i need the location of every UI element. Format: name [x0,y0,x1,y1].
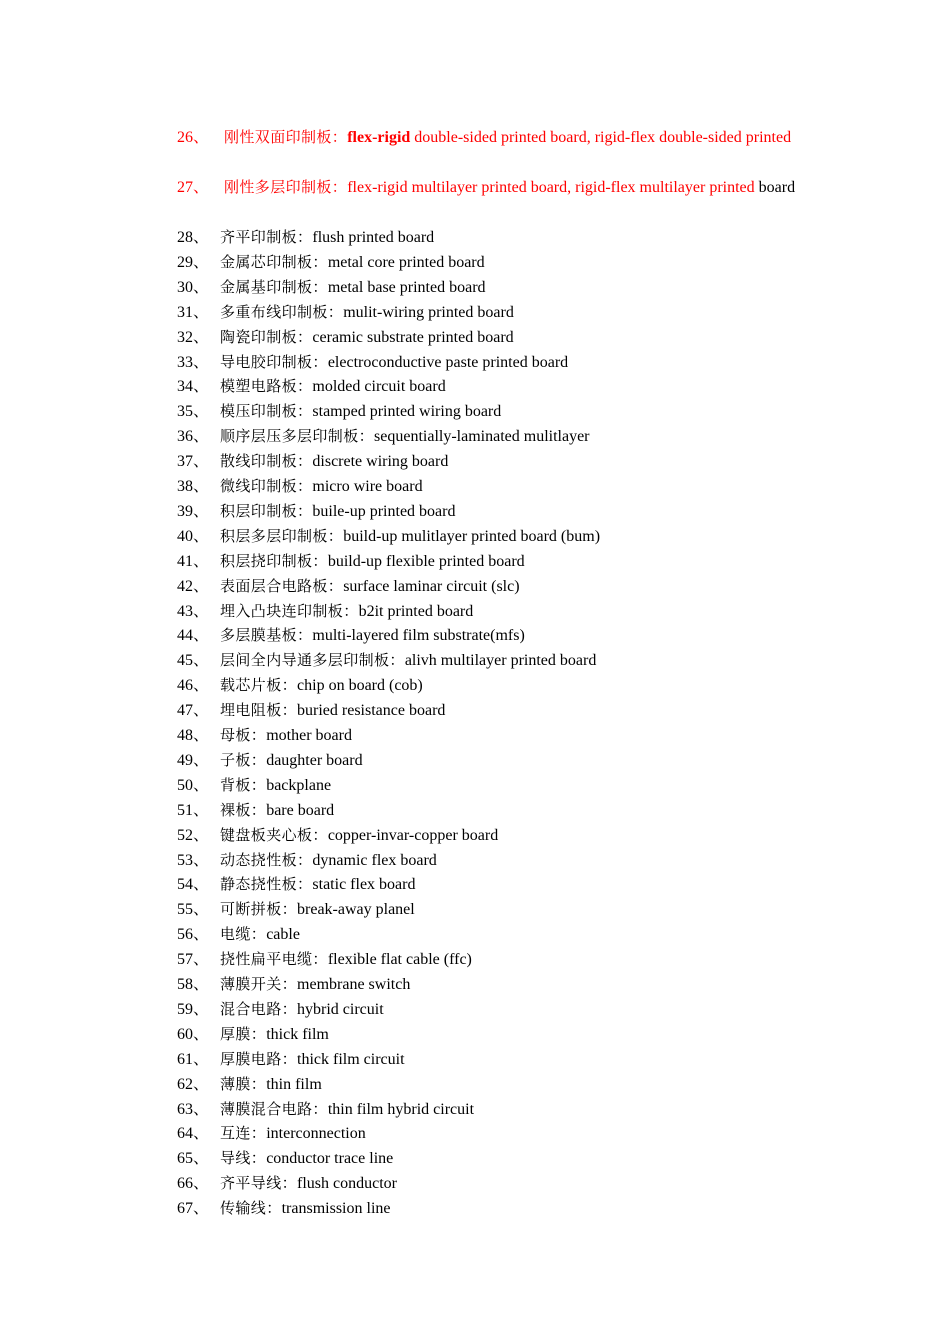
entry-english-term: static flex board [312,876,416,894]
list-item [177,300,514,325]
entry-english-term: dynamic flex board [312,851,437,869]
entry-chinese-term: 积层印制板： [220,501,313,520]
entry-number: 46、 [177,677,210,695]
list-item [177,922,300,947]
entry-number: 61、 [177,1050,210,1068]
list-item [177,723,352,748]
entry-chinese-term: 埋电阻板： [220,701,298,720]
entry-chinese-term: 薄膜混合电路： [220,1099,328,1118]
entry-english-term: cable [266,926,300,944]
entry-english-term: stamped printed wiring board [312,403,502,421]
entry-english-term: buile-up printed board [312,502,456,520]
entry-chinese-term: 薄膜： [220,1074,267,1093]
entry-chinese-term: 散线印制板： [220,452,313,471]
entry-english-tail: board [754,179,796,196]
entry-chinese-term: 传输线： [220,1199,282,1218]
entry-chinese-term: 积层多层印制板： [220,526,344,545]
entry-number: 54、 [177,876,210,894]
entry-english-term: surface laminar circuit (slc) [343,577,520,595]
entry-english-term: multi-layered film substrate(mfs) [312,627,525,645]
entry-chinese-term: 厚膜： [220,1024,267,1043]
list-item [177,698,445,723]
list-item [177,1072,322,1097]
entry-chinese-term: 动态挠性板： [220,850,313,869]
list-item [177,350,568,375]
entry-number: 41、 [177,552,210,570]
entry-number: 28、 [177,229,210,246]
list-item [177,848,437,873]
entry-number: 29、 [177,253,210,271]
entry-number: 27、 [177,179,210,196]
entry-number: 63、 [177,1100,210,1118]
entry-chinese-term: 微线印制板： [220,477,313,495]
entry-chinese-term: 背板： [220,775,267,794]
entry-number: 45、 [177,652,210,670]
entry-number: 66、 [177,1175,210,1193]
entry-number: 34、 [177,378,210,396]
entry-english-term: ceramic substrate printed board [312,328,514,346]
entry-number: 38、 [177,478,210,495]
entry-number: 33、 [177,353,210,371]
entry-chinese-term: 可断拼板： [220,900,298,919]
list-item [177,623,525,648]
entry-chinese-term: 电缆： [220,925,267,944]
list-item [177,325,514,350]
list-item [177,599,473,624]
entry-chinese-term: 层间全内导通多层印制板： [220,651,405,670]
list-item [177,897,415,922]
entry-number: 48、 [177,727,210,744]
entry-english-term: double-sided printed board, rigid-flex double-sided printed [410,129,792,146]
list-item [177,574,520,599]
entry-chinese-term: 齐平印制板： [220,228,313,246]
entry-number: 43、 [177,602,210,620]
entry-number: 30、 [177,278,210,296]
list-item [177,549,525,574]
entry-english-term: chip on board (cob) [297,677,423,695]
list-item [177,823,498,848]
entry-chinese-term: 子板： [220,750,267,769]
entry-number: 40、 [177,527,210,545]
list-item [177,499,455,524]
list-item [177,424,590,449]
entry-english-term: copper-invar-copper board [327,826,499,844]
entry-number: 50、 [177,776,210,794]
entry-chinese-term: 陶瓷印制板： [220,327,313,346]
entry-english-term: build-up flexible printed board [327,552,525,570]
entry-english-term: interconnection [266,1125,366,1143]
entry-english-term: b2it printed board [358,602,474,620]
entry-chinese-term: 模压印制板： [220,402,313,421]
entry-number: 51、 [177,801,210,819]
entry-english-term: thick film circuit [297,1050,405,1068]
entry-26 [143,125,806,150]
entry-number: 58、 [177,976,210,993]
list-item [177,798,334,823]
list-item [177,1146,393,1171]
entry-number: 67、 [177,1200,210,1218]
entry-english-term: flush conductor [297,1175,397,1193]
list-item [177,673,423,698]
entry-english-term: thick film [266,1025,329,1043]
entry-chinese-term: 薄膜开关： [220,975,298,993]
entry-chinese-term: 挠性扁平电缆： [220,950,328,969]
entry-chinese-term: 刚性双面印制板： [224,128,348,146]
entry-english-term: buried resistance board [297,702,446,720]
entry-english-term: flush printed board [312,229,435,246]
entry-english-term: discrete wiring board [312,453,449,471]
entry-number: 36、 [177,428,210,446]
entry-chinese-term: 裸板： [220,800,267,819]
entry-number: 49、 [177,751,210,769]
list-item [177,250,485,275]
entry-number: 44、 [177,627,210,645]
entry-english-term: break-away planel [297,901,415,919]
list-item [177,474,423,499]
entry-english-term: backplane [266,776,332,794]
entry-number: 62、 [177,1075,210,1093]
list-item [177,524,600,549]
entry-number: 59、 [177,1000,210,1018]
list-item [177,972,410,997]
list-item [177,648,596,673]
entry-chinese-term: 混合电路： [220,999,298,1018]
entry-chinese-term: 导线： [220,1149,267,1168]
entry-english-term: mulit-wiring printed board [343,303,514,321]
entry-english-term: flex-rigid multilayer printed board, rigid-flex multilayer printed [347,179,755,196]
entry-english-term: transmission line [281,1200,391,1218]
entry-number: 32、 [177,328,210,346]
entry-english-term: mother board [266,727,352,744]
entry-chinese-term: 键盘板夹心板： [220,825,328,844]
entry-english-term: hybrid circuit [297,1000,384,1018]
entry-english-term: metal base printed board [327,278,486,296]
list-item [177,449,448,474]
entry-english-term: micro wire board [312,478,423,495]
list-item [177,997,384,1022]
list-item [177,872,415,897]
entry-english-term: electroconductive paste printed board [327,353,569,371]
entry-english-term: conductor trace line [266,1150,394,1168]
entry-english-term: thin film [266,1075,322,1093]
entry-number: 55、 [177,901,210,919]
entry-number: 57、 [177,951,210,969]
entry-english-term: bare board [266,801,335,819]
entry-number: 47、 [177,702,210,720]
entry-english-term: sequentially-laminated mulitlayer [374,428,590,446]
entry-chinese-term: 积层挠印制板： [220,551,328,570]
list-item [177,399,501,424]
entry-chinese-term: 母板： [220,726,267,744]
entry-english-term: alivh multilayer printed board [404,652,597,670]
entry-number: 37、 [177,453,210,471]
entry-chinese-term: 导电胶印制板： [220,352,328,371]
list-item [177,1022,329,1047]
list-item [177,1047,405,1072]
entry-number: 39、 [177,502,210,520]
list-item [177,275,486,300]
entry-number: 52、 [177,826,210,844]
entry-english-bold: flex-rigid [347,129,411,146]
entry-chinese-term: 齐平导线： [220,1174,298,1193]
entry-chinese-term: 互连： [220,1124,267,1143]
entry-number: 53、 [177,851,210,869]
entry-number: 35、 [177,403,210,421]
entry-english-term: build-up mulitlayer printed board (bum) [343,527,601,545]
entry-27 [143,175,806,200]
entry-chinese-term: 金属芯印制板： [220,252,328,271]
list-item [177,947,472,972]
entry-chinese-term: 多重布线印制板： [220,302,344,321]
entry-chinese-term: 载芯片板： [220,676,298,695]
list-item [177,374,446,399]
entry-chinese-term: 表面层合电路板： [220,576,344,595]
entry-english-term: molded circuit board [312,378,446,396]
entry-chinese-term: 刚性多层印制板： [224,178,348,196]
list-item [177,225,434,250]
entry-number: 26、 [177,129,210,146]
list-item [177,1097,474,1122]
entry-chinese-term: 厚膜电路： [220,1049,298,1068]
list-item [177,773,331,798]
entry-chinese-term: 顺序层压多层印制板： [220,427,375,446]
entry-chinese-term: 静态挠性板： [220,875,313,894]
entry-number: 42、 [177,577,210,595]
list-item [177,748,363,773]
entry-number: 64、 [177,1125,210,1143]
entry-english-term: daughter board [266,751,363,769]
entry-english-term: membrane switch [297,976,411,993]
entry-chinese-term: 埋入凸块连印制板： [220,601,359,620]
entry-chinese-term: 模塑电路板： [220,377,313,396]
list-item [177,1196,391,1221]
entry-chinese-term: 金属基印制板： [220,277,328,296]
entry-number: 65、 [177,1150,210,1168]
entry-english-term: metal core printed board [327,253,485,271]
entry-english-term: thin film hybrid circuit [327,1100,475,1118]
entry-chinese-term: 多层膜基板： [220,626,313,645]
entry-number: 56、 [177,926,210,944]
list-item [177,1121,366,1146]
entry-number: 31、 [177,303,210,321]
entry-number: 60、 [177,1025,210,1043]
entry-english-term: flexible flat cable (ffc) [327,951,472,969]
list-item [177,1171,397,1196]
